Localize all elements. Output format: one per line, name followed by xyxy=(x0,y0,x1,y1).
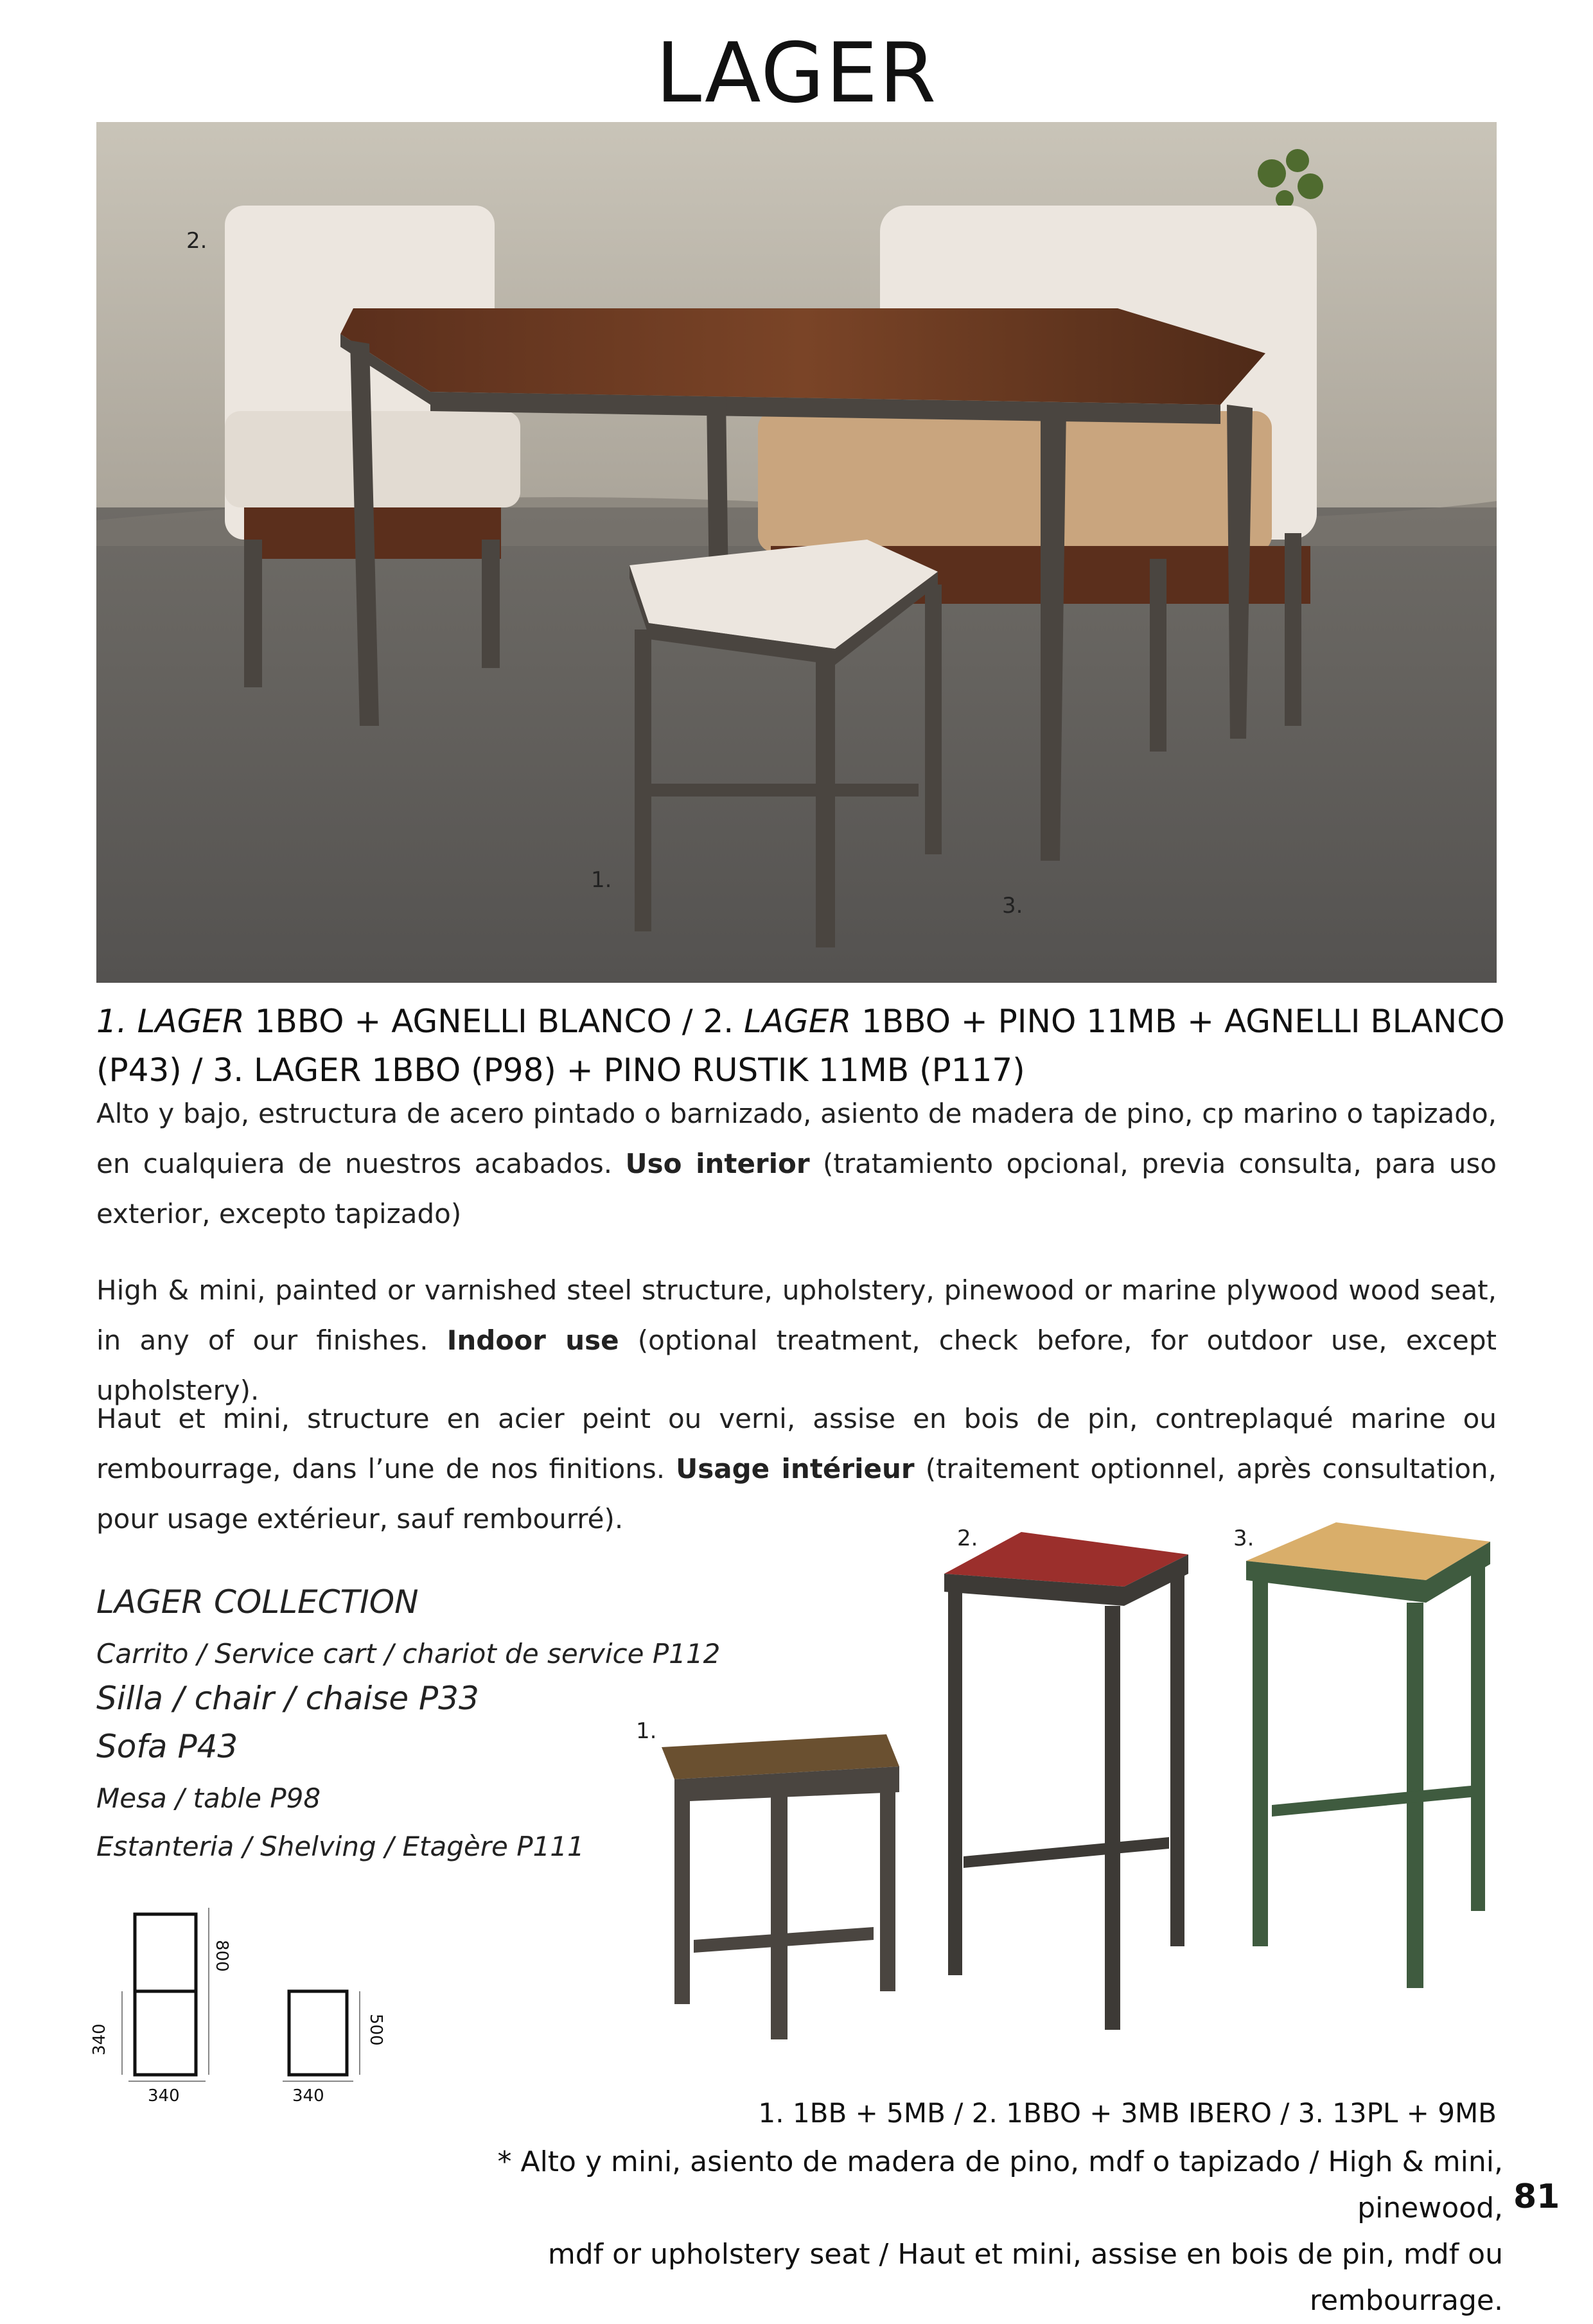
description-en xyxy=(96,1265,1497,1416)
page-title: LAGER xyxy=(655,26,938,121)
collection-item-chair: Silla / chair / chaise P33 xyxy=(96,1680,479,1717)
collection-item-sofa: Sofa P43 xyxy=(96,1728,238,1765)
caption-part-3: 1BBO + PINO 11MB + AGNELLI BLANCO xyxy=(851,1003,1505,1040)
description-fr-text: Haut et mini, structure en acier peint ou verni, assise en bois de pin, contreplaqué marine ou rembourrage, dans l’une de nos finitions. xyxy=(96,1403,1497,1484)
hero-photo xyxy=(96,122,1497,983)
stool-height-label: 500 xyxy=(366,2014,385,2046)
hero-marker-3: 3. xyxy=(1002,893,1023,919)
collection-item-table: Mesa / table P98 xyxy=(96,1783,321,1814)
stool-width-label: 340 xyxy=(292,2086,324,2106)
description-en-text: High & mini, painted or varnished steel structure, upholstery, pinewood or marine plywood wood seat, in any of our finishes. xyxy=(96,1274,1497,1356)
description-fr-text-2: (traitement optionnel, après consultation, pour usage extérieur, sauf rembourré). xyxy=(96,1453,1497,1535)
caption-part-2: 1BBO + AGNELLI BLANCO / 2. xyxy=(244,1003,744,1040)
footnote-line-2: mdf or upholstery seat / Haut et mini, assise en bois de pin, mdf ou rembourrage. xyxy=(547,2238,1503,2317)
caption-line-2: (P43) / 3. LAGER 1BBO (P98) + PINO RUSTIK 11MB (P117) xyxy=(96,1052,1025,1089)
description-fr-bold: Usage intérieur xyxy=(676,1453,915,1484)
dimension-lines xyxy=(77,1901,398,2113)
chair-height-label: 800 xyxy=(212,1940,231,1972)
caption-line-1 xyxy=(96,997,1509,1046)
hero-marker-1: 1. xyxy=(591,867,612,893)
caption-italic-2: LAGER xyxy=(744,1003,852,1040)
chair-width-label: 340 xyxy=(148,2086,180,2106)
page-number: 81 xyxy=(1513,2178,1560,2216)
stool-marker-2: 2. xyxy=(957,1526,978,1551)
stool-marker-1: 1. xyxy=(636,1718,657,1744)
stools-illustration xyxy=(636,1516,1516,2094)
description-es xyxy=(96,1089,1497,1239)
caption-italic-1: LAGER xyxy=(137,1003,245,1040)
stool-marker-3: 3. xyxy=(1233,1526,1254,1551)
collection-item-shelving: Estanteria / Shelving / Etagère P111 xyxy=(96,1831,585,1862)
description-es-bold: Uso interior xyxy=(625,1148,810,1179)
footnote xyxy=(360,2139,1503,2324)
photo-caption xyxy=(96,997,1509,1095)
description-es-text: Alto y bajo, estructura de acero pintado o barnizado, asiento de madera de pino, cp marino o tapizado, en cualquiera de nuestros acabados. xyxy=(96,1098,1497,1179)
stool-codes: 1. 1BB + 5MB / 2. 1BBO + 3MB IBERO / 3. 13PL + 9MB xyxy=(758,2097,1497,2129)
footnote-line-1: * Alto y mini, asiento de madera de pino, mdf o tapizado / High & mini, pinewood, xyxy=(497,2145,1503,2224)
hero-illustration xyxy=(96,122,1497,983)
description-es-text-2: (tratamiento opcional, previa consulta, para uso exterior, excepto tapizado) xyxy=(96,1148,1497,1229)
description-en-bold: Indoor use xyxy=(446,1325,619,1356)
description-en-text-2: (optional treatment, check before, for outdoor use, except upholstery). xyxy=(96,1325,1497,1406)
collection-heading: LAGER COLLECTION xyxy=(96,1583,419,1621)
collection-item-cart: Carrito / Service cart / chariot de service P112 xyxy=(96,1638,721,1669)
stools-photo xyxy=(636,1516,1516,2094)
hero-marker-2: 2. xyxy=(186,228,207,254)
dimension-drawings xyxy=(77,1901,398,2113)
caption-part-1: 1. xyxy=(96,1003,137,1040)
chair-seat-label: 340 xyxy=(90,2023,109,2056)
